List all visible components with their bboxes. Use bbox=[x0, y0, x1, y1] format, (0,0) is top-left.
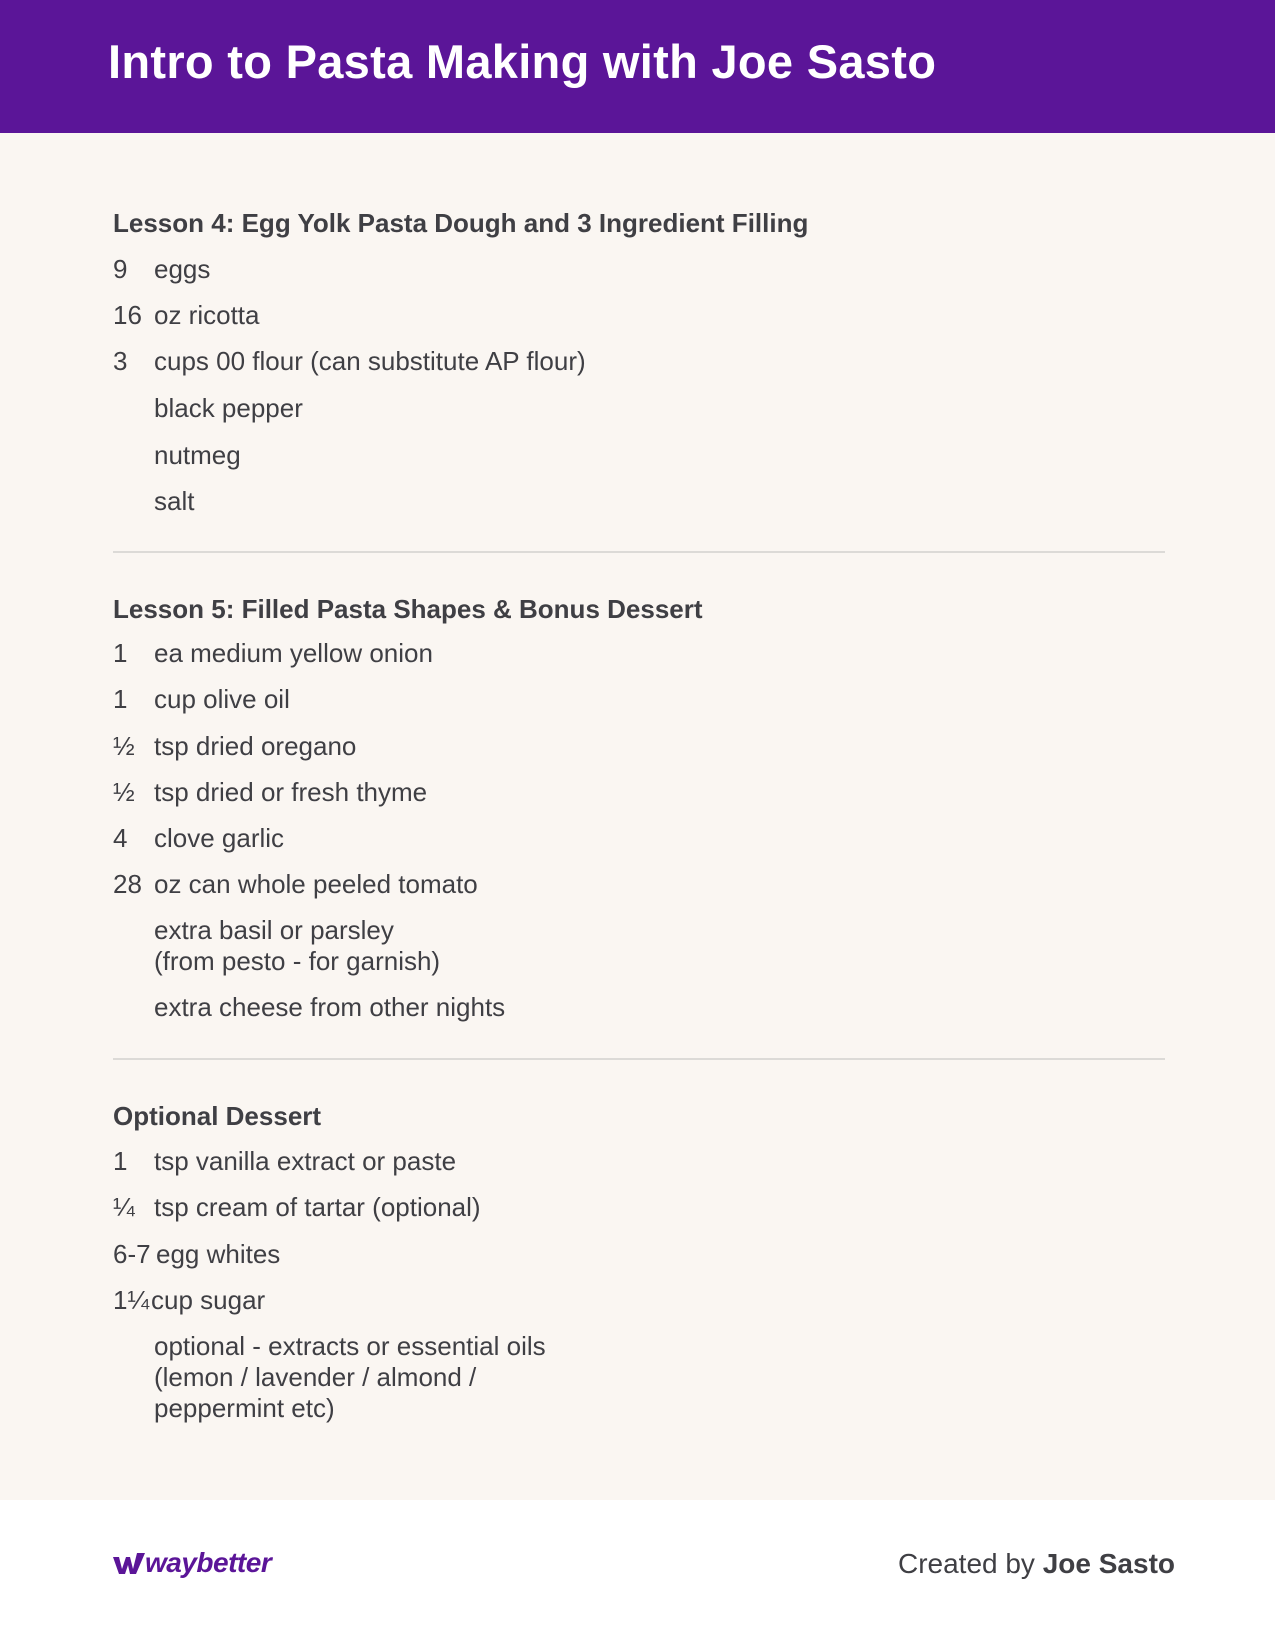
waybetter-mark-icon bbox=[112, 1550, 146, 1576]
ingredient-qty: 1 bbox=[113, 684, 128, 714]
recipe-content bbox=[0, 133, 1275, 1500]
page-title: Intro to Pasta Making with Joe Sasto bbox=[108, 35, 937, 88]
waybetter-logo bbox=[112, 1544, 272, 1584]
ingredient-text: cup olive oil bbox=[154, 684, 290, 714]
ingredient-text: nutmeg bbox=[154, 440, 241, 470]
ingredient-text: salt bbox=[154, 486, 195, 516]
ingredient-text: eggs bbox=[154, 254, 211, 284]
ingredient-text: cup sugar bbox=[151, 1285, 266, 1315]
ingredient-qty: 3 bbox=[113, 346, 128, 376]
ingredient-qty: ¼ bbox=[113, 1192, 135, 1222]
ingredient-qty: 9 bbox=[113, 254, 128, 284]
ingredient-text: tsp cream of tartar (optional) bbox=[154, 1192, 481, 1222]
ingredient-text: tsp dried or fresh thyme bbox=[154, 777, 428, 807]
ingredient-text: clove garlic bbox=[154, 823, 285, 853]
ingredient-text-line-3: peppermint etc) bbox=[154, 1393, 335, 1423]
ingredient-text: ea medium yellow onion bbox=[154, 638, 433, 668]
ingredient-qty: ½ bbox=[113, 777, 135, 807]
ingredient-text: tsp dried oregano bbox=[154, 731, 357, 761]
ingredient-qty: 1 bbox=[113, 1146, 128, 1176]
ingredient-qty: 6-7 bbox=[113, 1239, 151, 1269]
ingredient-text: cups 00 flour (can substitute AP flour) bbox=[154, 346, 586, 376]
ingredient-qty: 16 bbox=[113, 300, 142, 330]
ingredient-text: oz can whole peeled tomato bbox=[154, 869, 478, 899]
section-title-optional-dessert: Optional Dessert bbox=[113, 1101, 322, 1131]
ingredient-text: oz ricotta bbox=[154, 300, 260, 330]
ingredient-text-line-2: (from pesto - for garnish) bbox=[154, 946, 441, 976]
ingredient-qty: 4 bbox=[113, 823, 128, 853]
ingredient-qty: 1 bbox=[113, 638, 128, 668]
credit-prefix: Created by bbox=[897, 1548, 1035, 1579]
credit-line bbox=[898, 1548, 1175, 1580]
ingredient-text-line-1: extra basil or parsley bbox=[154, 915, 394, 945]
ingredient-text: extra cheese from other nights bbox=[154, 992, 506, 1022]
ingredient-text-line-2: (lemon / lavender / almond / bbox=[154, 1362, 477, 1392]
ingredient-text: black pepper bbox=[154, 393, 303, 423]
ingredient-qty: ½ bbox=[113, 731, 135, 761]
section-title-lesson-4: Lesson 4: Egg Yolk Pasta Dough and 3 Ingredient Filling bbox=[113, 208, 809, 238]
credit-author: Joe Sasto bbox=[1042, 1548, 1175, 1579]
section-divider bbox=[113, 551, 1165, 553]
ingredient-text: tsp vanilla extract or paste bbox=[154, 1146, 457, 1176]
page-footer bbox=[0, 1500, 1275, 1650]
ingredient-text: egg whites bbox=[156, 1239, 281, 1269]
waybetter-wordmark: waybetter bbox=[145, 1547, 272, 1578]
ingredient-qty: 1¼ bbox=[113, 1285, 150, 1315]
section-title-lesson-5: Lesson 5: Filled Pasta Shapes & Bonus Dessert bbox=[113, 594, 703, 624]
ingredient-text-line-1: optional - extracts or essential oils bbox=[154, 1331, 546, 1361]
ingredient-qty: 28 bbox=[113, 869, 142, 899]
page-header bbox=[0, 0, 1275, 133]
section-divider bbox=[113, 1058, 1165, 1060]
